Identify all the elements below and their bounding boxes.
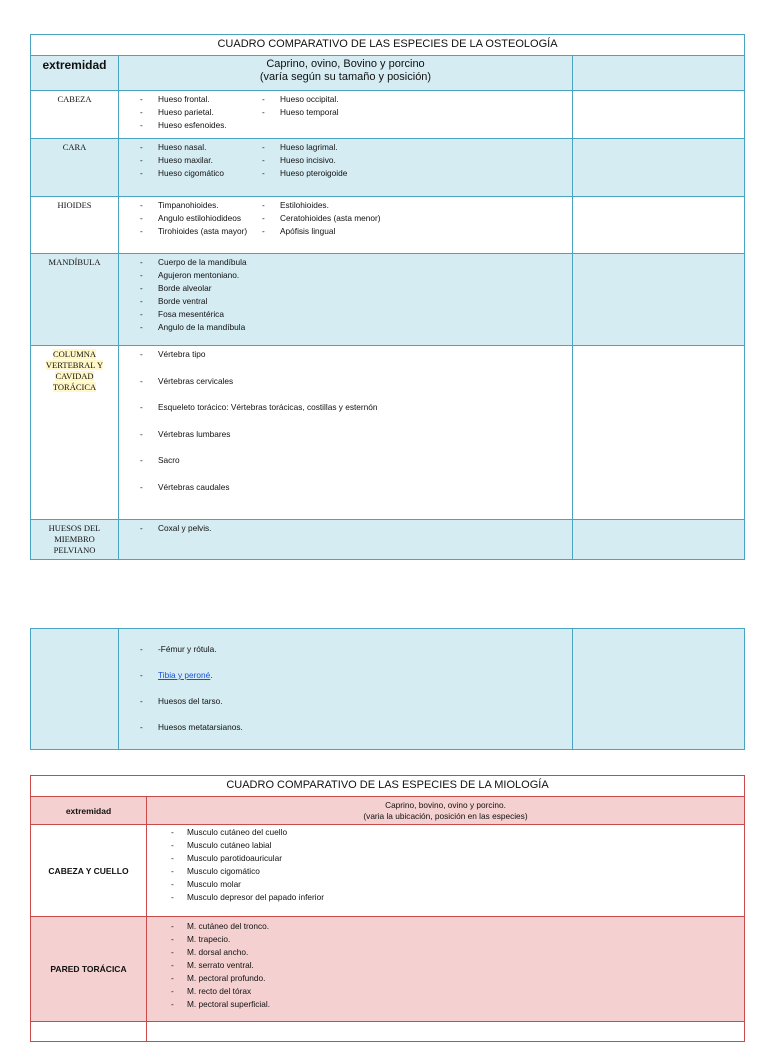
pelviano-label-line: MIEMBRO [54,534,95,544]
list-item: - Apófisis lingual [262,225,381,238]
hioides-empty [573,197,745,254]
list-item: - Esqueleto torácico: Vértebras torácicas, costillas y esternón [140,401,572,414]
list-item: - Borde ventral [140,295,572,308]
row-label-pared-toracica: PARED TORÁCICA [31,917,147,1022]
columna-label-line: TORÁCICA [52,382,97,392]
row-label-cabeza-cuello: CABEZA Y CUELLO [31,825,147,917]
hioides-items [119,197,573,254]
list-item: - Hueso frontal. [140,93,262,106]
list-item: - Sacro [140,454,572,467]
list-item: - Hueso maxilar. [140,154,262,167]
list-item: - Agujeron mentoniano. [140,269,572,282]
osteology-table [30,34,745,560]
list-item: - Estilohioides. [262,199,381,212]
list-item: - Vértebras cervicales [140,375,572,388]
columna-label-line: VERTEBRAL Y [45,360,104,370]
mandibula-items [119,254,573,346]
list-item: - Vértebras caudales [140,481,572,494]
list-item: - Vértebra tipo [140,348,572,361]
list-item: - Hueso nasal. [140,141,262,154]
pelviano-items [119,520,573,560]
row-label-cabeza: CABEZA [31,91,119,139]
columna-empty [573,346,745,520]
cabeza-items [119,91,573,139]
list-item: - Musculo cutáneo del cuello [171,826,744,839]
list-item: - Timpanohioides. [140,199,262,212]
myology-title: CUADRO COMPARATIVO DE LAS ESPECIES DE LA MIOLOGÍA [31,776,745,797]
osteology-header-line2: (varía según su tamaño y posición) [259,71,432,83]
list-item: - Fosa mesentérica [140,308,572,321]
list-item: - Hueso lagrimal. [262,141,347,154]
list-item: - M. serrato ventral. [171,959,744,972]
next-row-items [147,1022,745,1042]
link-suffix: . [210,670,213,681]
myology-header-extremidad: extremidad [31,797,147,825]
row-label-pelviano [31,520,119,560]
list-item: - Hueso cigomático [140,167,262,180]
osteology-header-species [119,56,573,91]
list-item: - Angulo de la mandíbula [140,321,572,334]
list-item: - Musculo parotidoauricular [171,852,744,865]
list-item: - Vértebras lumbares [140,428,572,441]
osteology-header-empty [573,56,745,91]
list-item: - M. pectoral superficial. [171,998,744,1011]
list-item: - Musculo molar [171,878,744,891]
list-item: - M. cutáneo del tronco. [171,920,744,933]
list-item: - Hueso occipital. [262,93,339,106]
cabeza-empty [573,91,745,139]
list-item: - Huesos del tarso. [140,695,572,708]
list-item: - Hueso parietal. [140,106,262,119]
mandibula-empty [573,254,745,346]
myology-header-line1: Caprino, bovino, ovino y porcino. [385,799,506,810]
list-item [140,669,572,682]
next-row-label [31,1022,147,1042]
list-item: - Musculo cutáneo labial [171,839,744,852]
list-item: - Coxal y pelvis. [140,522,572,535]
pelviano-label-line: HUESOS DEL [48,523,101,533]
list-item: - Ceratohioides (asta menor) [262,212,381,225]
osteology-header-line1: Caprino, ovino, Bovino y porcino [266,58,425,70]
list-item: - Borde alveolar [140,282,572,295]
list-item: - Hueso pteroigoide [262,167,347,180]
continuation-label-empty [31,629,119,750]
row-label-cara: CARA [31,139,119,197]
list-item: - Hueso incisivo. [262,154,347,167]
continuation-table [30,628,745,750]
continuation-empty [573,629,745,750]
list-item: - Cuerpo de la mandíbula [140,256,572,269]
pelviano-label-line: PELVIANO [53,545,96,555]
osteology-header-extremidad: extremidad [31,56,119,91]
cabeza-cuello-items [147,825,745,917]
cara-items [119,139,573,197]
myology-header-species [147,797,745,825]
list-item: - Musculo depresor del papado inferior [171,891,744,904]
list-item: - Tirohioides (asta mayor) [140,225,262,238]
list-item: - M. trapecio. [171,933,744,946]
osteology-title: CUADRO COMPARATIVO DE LAS ESPECIES DE LA OSTEOLOGÍA [31,35,745,56]
list-item: - Hueso temporal [262,106,339,119]
row-label-columna [31,346,119,520]
list-item: - Hueso esfenoides. [140,119,262,132]
pared-toracica-items [147,917,745,1022]
tibia-link[interactable]: Tibia y peroné [158,670,211,681]
columna-items [119,346,573,520]
list-item: - M. pectoral profundo. [171,972,744,985]
cara-empty [573,139,745,197]
list-item: - Angulo estilohiodideos [140,212,262,225]
row-label-hioides: HIOIDES [31,197,119,254]
columna-label-line: COLUMNA [53,349,96,359]
list-item: - M. dorsal ancho. [171,946,744,959]
row-label-mandibula: MANDÍBULA [31,254,119,346]
list-item: - Huesos metatarsianos. [140,721,572,734]
list-item: - -Fémur y rótula. [140,643,572,656]
myology-header-line2: (varia la ubicación, posición en las especies) [363,810,528,821]
columna-label-line: CAVIDAD [55,371,94,381]
myology-table [30,775,745,1042]
list-item: - Musculo cigomático [171,865,744,878]
list-item: - M. recto del tórax [171,985,744,998]
pelviano-empty [573,520,745,560]
continuation-items [119,629,573,750]
